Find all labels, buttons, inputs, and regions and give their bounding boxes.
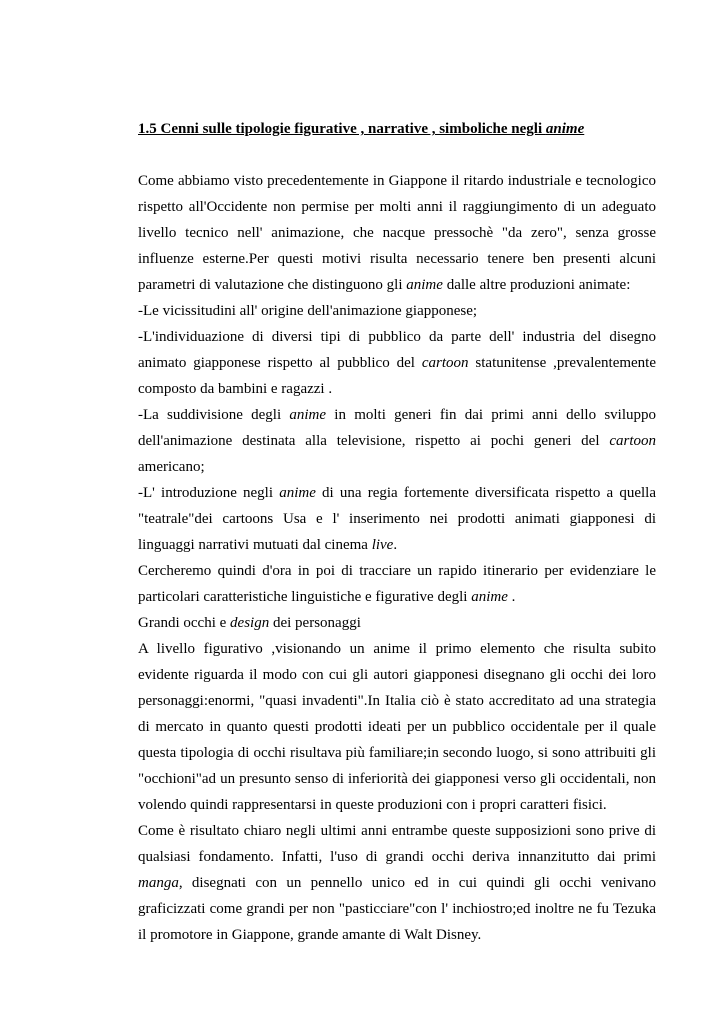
paragraph	[138, 324, 656, 402]
italic-term: cartoon	[421, 355, 469, 371]
text-run: Cercheremo quindi d'ora in poi di tracciare un rapido itinerario per evidenziare le particolari caratteristiche linguistiche e figurative degli	[138, 563, 656, 605]
paragraph	[138, 610, 656, 636]
italic-term: manga	[138, 875, 179, 891]
text-run: -L'individuazione di diversi tipi di pubblico da parte dell' industria del disegno animato giapponese rispetto al pubblico del	[138, 329, 656, 371]
text-run: americano;	[138, 459, 205, 475]
text-run: in molti generi fin dai primi anni dello sviluppo dell'animazione destinata alla televisione, rispetto ai pochi generi del	[138, 407, 656, 449]
text-run: di una regia fortemente diversificata rispetto a quella "teatrale"dei cartoons Usa e l' inserimento nei prodotti animati giapponesi di linguaggi narrativi mutuati dal cinema	[138, 485, 656, 553]
paragraph	[138, 402, 656, 480]
heading-text: 1.5 Cenni sulle tipologie figurative , narrative , simboliche negli	[138, 121, 546, 137]
paragraph	[138, 558, 656, 610]
paragraph	[138, 818, 656, 948]
text-run: , disegnati con un pennello unico ed in cui quindi gli occhi venivano graficizzati come grandi per non "pasticciare"con l' inchiostro;ed inoltre ne fu Tezuka il promotore in Giappone, grande amante di Walt Disney.	[138, 875, 656, 943]
paragraph	[138, 168, 656, 298]
text-run: -L' introduzione negli	[138, 485, 280, 501]
paragraph	[138, 636, 656, 818]
italic-term: anime	[289, 407, 327, 423]
text-run: -La suddivisione degli	[138, 407, 290, 423]
text-run: dalle altre produzioni animate:	[442, 277, 631, 293]
paragraph	[138, 298, 656, 324]
paragraph	[138, 480, 656, 558]
italic-term: anime	[406, 277, 443, 293]
text-run: statunitense ,prevalentemente composto da bambini e ragazzi .	[138, 355, 656, 397]
text-run: .	[393, 537, 398, 553]
text-run: Come abbiamo visto precedentemente in Giappone il ritardo industriale e tecnologico rispetto all'Occidente non permise per molti anni il raggiungimento di un adeguato livello tecnico nell' animazione, che nacque pressochè "da zero", senza grosse influenze esterne.Per questi motivi risulta necessario tenere ben presenti alcuni parametri di valutazione che distinguono gli	[138, 173, 656, 293]
text-run: A livello figurativo ,visionando un anime il primo elemento che risulta subito evidente riguarda il modo con cui gli autori giapponesi disegnano gli occhi dei loro personaggi:enormi, "quasi invadenti".In Italia ciò è stato accreditato ad una strategia di mercato in quanto questi prodotti ideati per un pubblico occidentale per il quale questa tipologia di occhi risultava più familiare;in secondo luogo, si sono attribuiti gli "occhioni"ad un presunto senso di inferiorità dei giapponesi verso gli occidentali, non volendo quindi rappresentarsi in queste produzioni con i propri caratteri fisici.	[138, 641, 656, 813]
body-text	[138, 168, 656, 948]
heading-italic-term: anime	[545, 121, 585, 137]
section-heading	[138, 116, 656, 142]
italic-term: cartoon	[609, 433, 656, 449]
text-run: -Le vicissitudini all' origine dell'animazione giapponese;	[138, 303, 478, 319]
text-run: .	[507, 589, 516, 605]
italic-term: anime	[471, 589, 508, 605]
text-run: Grandi occhi e	[138, 615, 231, 631]
document-body	[138, 116, 656, 948]
italic-term: live	[371, 537, 394, 553]
text-run: dei personaggi	[269, 615, 361, 631]
italic-term: design	[230, 615, 270, 631]
text-run: Come è risultato chiaro negli ultimi anni entrambe queste supposizioni sono prive di qualsiasi fondamento. Infatti, l'uso di grandi occhi deriva innanzitutto dai primi	[138, 823, 656, 865]
italic-term: anime	[279, 485, 316, 501]
